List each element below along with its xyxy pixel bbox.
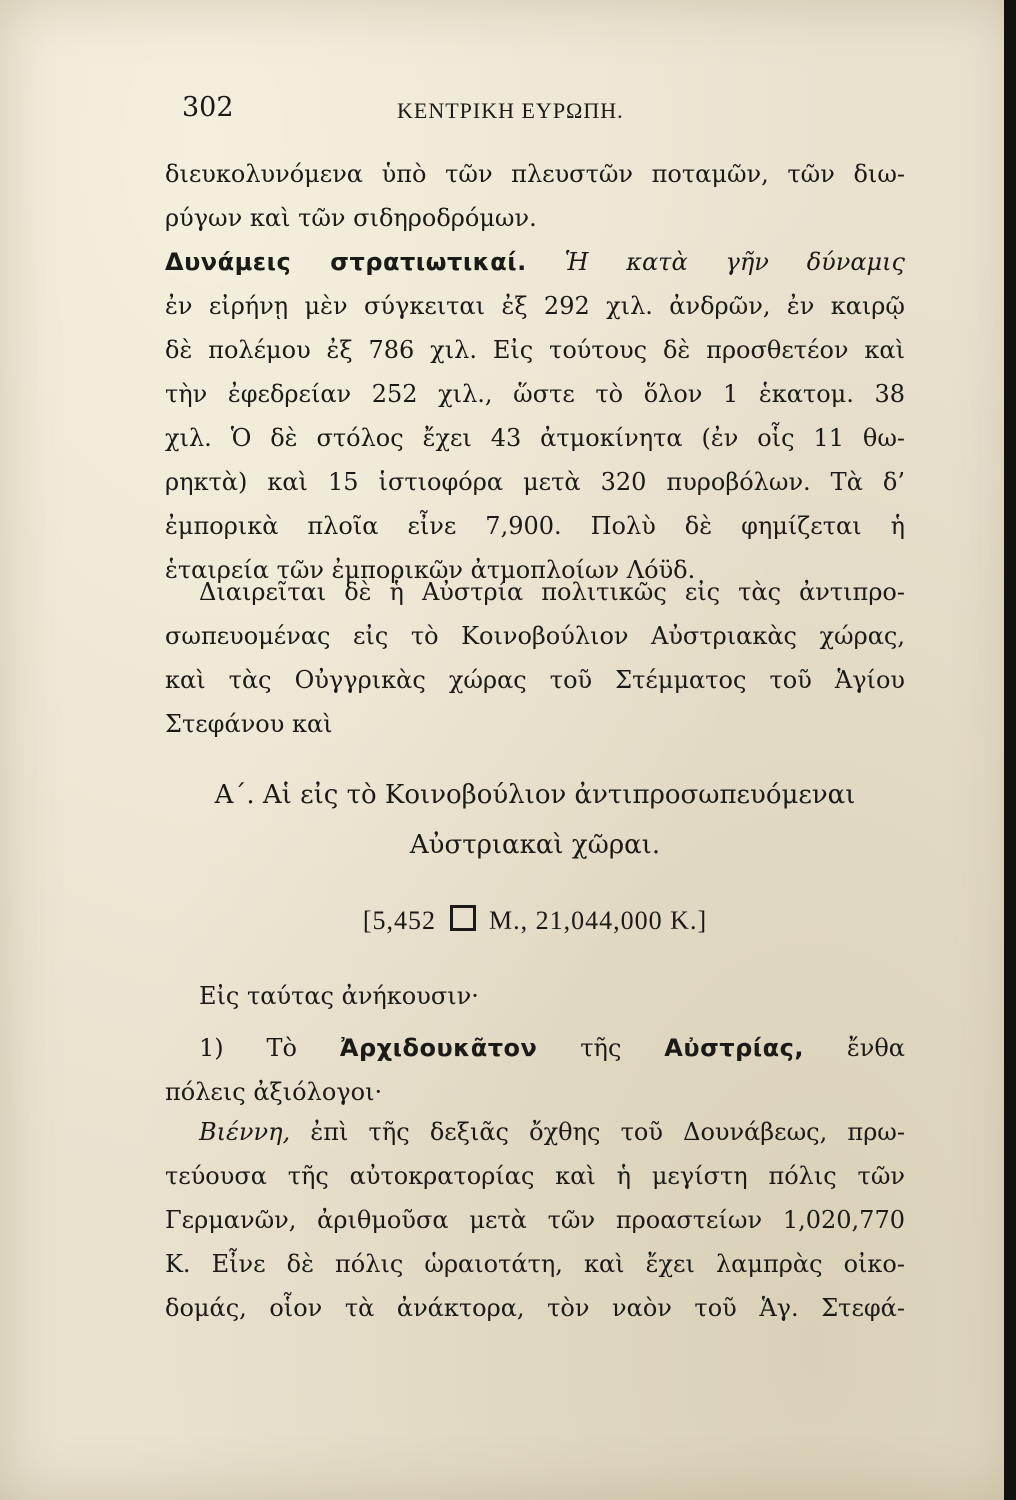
- place-name-vienna: Βιέννη,: [199, 1118, 291, 1146]
- text-line: [165, 1026, 905, 1070]
- paragraph-vienna: [165, 1110, 905, 1330]
- text-line: Διαιρεῖται δὲ ἡ Αὐστρία πολιτικῶς εἰς τὰς ἀντιπρο-: [199, 578, 905, 606]
- page-edge-shadow: [1004, 0, 1016, 1500]
- text-line: [165, 240, 905, 284]
- text-fragment: Ἡ κατὰ γῆν δύναμις: [564, 248, 905, 276]
- text-line: δομάς, οἷον τὰ ἀνάκτορα, τὸν ναὸν τοῦ Ἁγ. Στεφά-: [165, 1294, 905, 1322]
- section-heading-military: Δυνάμεις στρατιωτικαί.: [165, 248, 527, 276]
- text-line: πόλεις ἀξιόλογοι·: [165, 1078, 383, 1106]
- heading-austria: Αὐστρίας,: [664, 1034, 804, 1062]
- text-line: ἐμπορικὰ πλοῖα εἶνε 7,900. Πολὺ δὲ φημίζεται ἡ: [165, 512, 905, 540]
- paragraph-archduchy: [165, 1026, 905, 1114]
- text-line: καὶ τὰς Οὐγγρικὰς χώρας τοῦ Στέμματος τοῦ Ἁγίου: [165, 666, 905, 694]
- heading-archduchy: Ἀρχιδουκᾶτον: [339, 1034, 538, 1062]
- paragraph-belonging: [165, 974, 905, 1018]
- stats-population: Μ., 21,044,000 Κ.]: [489, 906, 708, 935]
- text-fragment: ἐπὶ τῆς δεξιᾶς ὄχθης τοῦ Δουνάβεως, πρω-: [310, 1118, 905, 1146]
- text-line: δὲ πολέμου ἐξ 786 χιλ. Εἰς τούτους δὲ προσθετέον καὶ: [165, 336, 905, 364]
- text-line: διευκολυνόμενα ὑπὸ τῶν πλευστῶν ποταμῶν, τῶν διω-: [165, 160, 905, 188]
- section-title-line: Αὐστριακαὶ χῶραι.: [409, 830, 661, 860]
- text-fragment: ἔνθα: [846, 1034, 905, 1062]
- paragraph-intro: [165, 152, 905, 240]
- text-line: Στεφάνου καὶ: [165, 710, 333, 738]
- stats-area: [5,452: [362, 906, 437, 935]
- section-title: [165, 780, 905, 860]
- text-line: τεύουσα τῆς αὐτοκρατορίας καὶ ἡ μεγίστη πόλις τῶν: [165, 1162, 905, 1190]
- text-line: Κ. Εἶνε δὲ πόλις ὡραιοτάτη, καὶ ἔχει λαμπρὰς οἰκο-: [165, 1250, 905, 1278]
- text-line: τὴν ἐφεδρείαν 252 χιλ., ὥστε τὸ ὅλον 1 ἑκατομ. 38: [165, 380, 905, 408]
- text-line: Γερμανῶν, ἀριθμοῦσα μετὰ τῶν προαστείων 1,020,770: [165, 1206, 905, 1234]
- page-number: 302: [182, 92, 234, 123]
- text-line: ἐν εἰρήνῃ μὲν σύγκειται ἐξ 292 χιλ. ἀνδρῶν, ἐν καιρῷ: [165, 292, 905, 320]
- text-line: σωπευομένας εἰς τὸ Κοινοβούλιον Αὐστριακὰς χώρας,: [165, 622, 905, 650]
- text-line: ρύγων καὶ τῶν σιδηροδρόμων.: [165, 204, 537, 232]
- text-line: χιλ. Ὁ δὲ στόλος ἔχει 43 ἀτμοκίνητα (ἐν οἷς 11 θω-: [165, 424, 905, 452]
- text-line: ἑταιρεία τῶν ἐμπορικῶν ἀτμοπλοίων Λόϋδ.: [165, 556, 696, 584]
- text-fragment: τῆς: [580, 1034, 622, 1062]
- text-line: [165, 1110, 905, 1154]
- section-title-line: Α΄. Αἱ εἰς τὸ Κοινοβούλιον ἀντιπροσωπευόμεναι: [214, 780, 856, 810]
- area-population-stats: [165, 905, 905, 936]
- text-line: ρηκτὰ) καὶ 15 ἱστιοφόρα μετὰ 320 πυροβόλων. Τὰ δ’: [165, 468, 905, 496]
- running-head: ΚΕΝΤΡΙΚΗ ΕΥΡΩΠΗ.: [397, 98, 624, 123]
- paragraph-military-forces: [165, 240, 905, 592]
- text-line: Εἰς ταύτας ἀνήκουσιν·: [199, 982, 479, 1010]
- square-miles-icon: [450, 905, 476, 931]
- list-number: 1) Τὸ: [199, 1034, 297, 1062]
- page-header: [182, 92, 902, 132]
- paragraph-division: [165, 570, 905, 746]
